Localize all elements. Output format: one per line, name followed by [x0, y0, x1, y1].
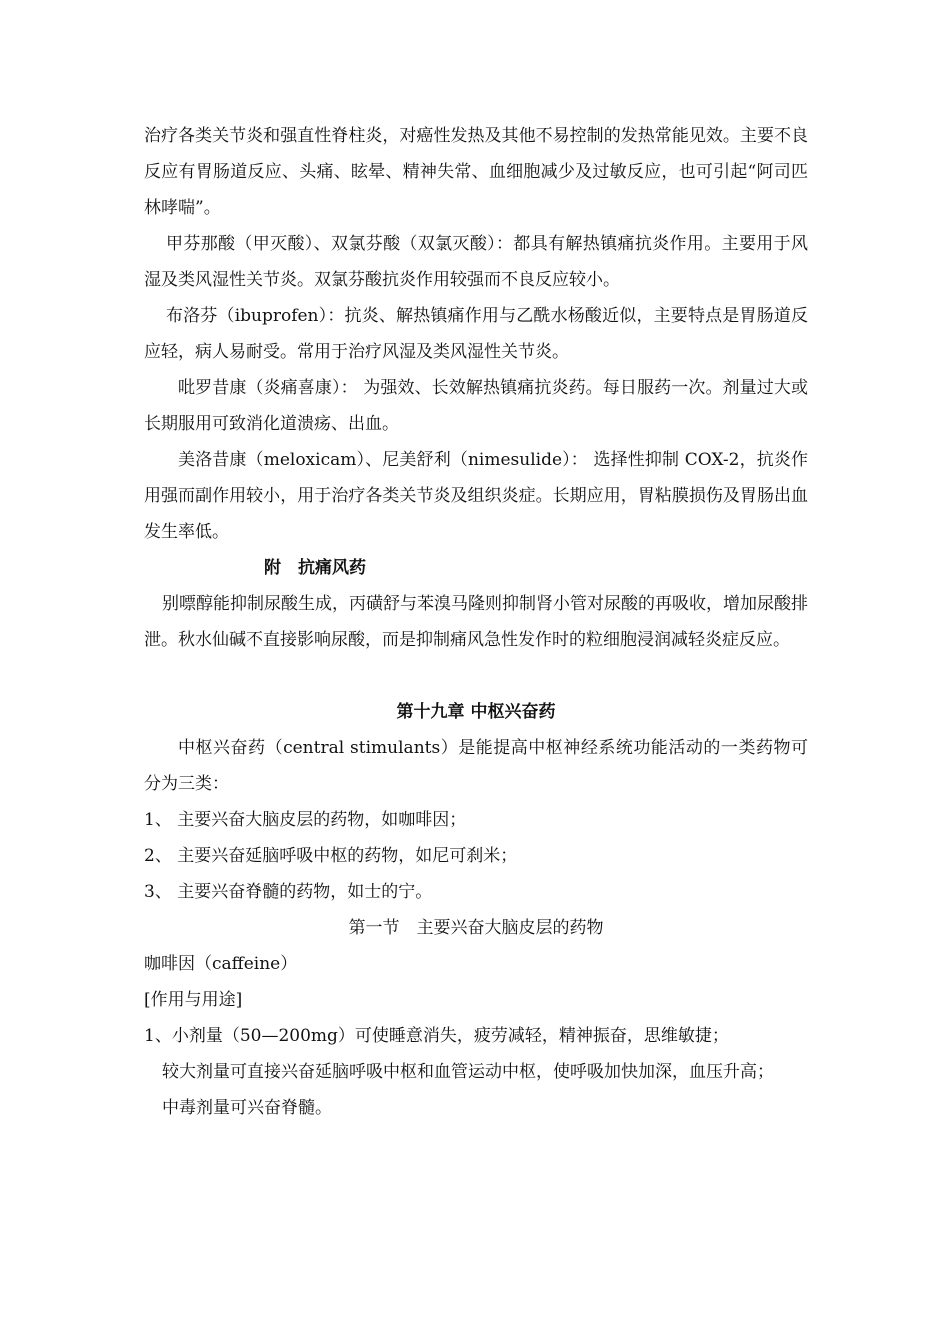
list-item-2: 2、 主要兴奋延脑呼吸中枢的药物，如尼可刹米；: [144, 846, 518, 866]
paragraph-ibuprofen: 布洛芬（ibuprofen）：抗炎、解热镇痛作用与乙酰水杨酸近似，主要特点是胃肠道反应轻，病人易耐受。常用于治疗风湿及类风湿性关节炎。: [144, 306, 808, 362]
chapter-title: 第十九章 中枢兴奋药: [396, 702, 556, 722]
paragraph-nsaid-indications: 治疗各类关节炎和强直性脊柱炎，对癌性发热及其他不易控制的发热常能见效。主要不良反应有胃肠道反应、头痛、眩晕、精神失常、血细胞减少及过敏反应，也可引起“阿司匹林哮喘”。: [144, 126, 808, 218]
drug-name-caffeine: 咖啡因（caffeine）: [144, 954, 298, 974]
usage-heading: [作用与用途]: [144, 990, 243, 1010]
list-item-1: 1、 主要兴奋大脑皮层的药物，如咖啡因；: [144, 810, 467, 830]
document-page: [144, 118, 808, 1126]
paragraph-cns-stimulants-intro: 中枢兴奋药（central stimulants）是能提高中枢神经系统功能活动的一类药物可分为三类：: [144, 738, 808, 794]
usage-small-dose: 1、小剂量（50—200mg）可使睡意消失，疲劳减轻，精神振奋，思维敏捷；: [144, 1026, 729, 1046]
usage-large-dose: 较大剂量可直接兴奋延脑呼吸中枢和血管运动中枢，使呼吸加快加深，血压升高；: [162, 1062, 774, 1082]
paragraph-piroxicam: 吡罗昔康（炎痛喜康）： 为强效、长效解热镇痛抗炎药。每日服药一次。剂量过大或长期服用可致消化道溃疡、出血。: [144, 378, 808, 434]
paragraph-antigout: 别嘌醇能抑制尿酸生成，丙磺舒与苯溴马隆则抑制肾小管对尿酸的再吸收，增加尿酸排泄。秋水仙碱不直接影响尿酸，而是抑制痛风急性发作时的粒细胞浸润减轻炎症反应。: [144, 594, 808, 650]
paragraph-meloxicam-nimesulide: 美洛昔康（meloxicam）、尼美舒利（nimesulide）： 选择性抑制 COX-2，抗炎作用强而副作用较小，用于治疗各类关节炎及组织炎症。长期应用，胃粘膜损伤及胃肠出血发生率低。: [144, 450, 808, 542]
paragraph-mefenamic-diclofenac: 甲芬那酸（甲灭酸）、双氯芬酸（双氯灭酸）：都具有解热镇痛抗炎作用。主要用于风湿及类风湿性关节炎。双氯芬酸抗炎作用较强而不良反应较小。: [144, 234, 808, 290]
list-item-3: 3、 主要兴奋脊髓的药物，如士的宁。: [144, 882, 433, 902]
appendix-title: 附 抗痛风药: [264, 558, 366, 578]
usage-toxic-dose: 中毒剂量可兴奋脊髓。: [162, 1098, 332, 1118]
section-title: 第一节 主要兴奋大脑皮层的药物: [348, 918, 604, 938]
